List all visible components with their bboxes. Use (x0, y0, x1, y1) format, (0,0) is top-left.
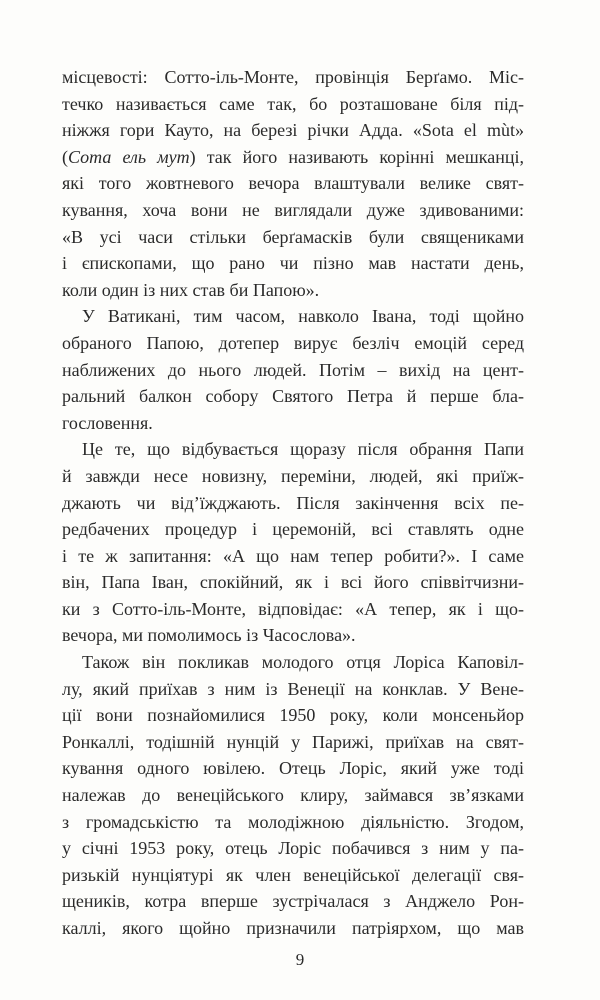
text-line: ральний балкон собору Святого Петра й перше бла- (62, 386, 524, 407)
text-line: він, Папа Іван, спокійний, як і всі його співвітчизни- (62, 572, 524, 593)
text-line: і єпископами, що рано чи пізно мав настати день, (62, 253, 524, 274)
text-line: і те ж запитання: «А що нам тепер робити?». І саме (62, 545, 524, 566)
text-line: кування одного ювілею. Отець Лоріс, який уже тоді (62, 758, 524, 779)
paragraph (62, 649, 524, 942)
text-line: ки з Сотто-іль-Монте, відповідає: «А тепер, як і що- (62, 598, 524, 619)
text-line: належав до венеційського клиру, займався зв’язками (62, 785, 524, 806)
text-line: з громадськістю та молодіжною діяльністю. Згодом, (62, 811, 524, 832)
italic-transliteration: Сота ель мут (68, 146, 190, 167)
text-line: каллі, якого щойно призначили патріярхом, що мав (62, 918, 524, 938)
text-line: У Ватикані, тим часом, навколо Івана, тоді щойно (82, 306, 524, 327)
text-line: вечора, ми помолимось із Часослова». (62, 625, 356, 646)
text-line: наближених до нього людей. Потім – вихід на цент- (62, 359, 524, 380)
book-page-text (62, 64, 524, 942)
text-line: «В усі часи стільки берґамасків були священиками (62, 226, 524, 247)
text-line: гословення. (62, 412, 153, 433)
text-line: редбачених процедур і церемоній, всі ставлять одне (62, 519, 524, 540)
text-line: коли один із них став би Папою». (62, 279, 320, 300)
text-line: кування, хоча вони не виглядали дуже здивованими: (62, 199, 524, 220)
text-line: які того жовтневого вечора влаштували велике свят- (62, 173, 524, 194)
text-line: лу, який приїхав з ним із Венеції на конклав. У Вене- (62, 678, 524, 699)
text-line: ніжжя гори Кауто, на березі річки Адда. «Sota el mùt» (62, 120, 524, 141)
paragraph (62, 303, 524, 436)
paragraph (62, 436, 524, 649)
text-line: щеників, котра вперше зустрічалася з Анджело Рон- (62, 891, 524, 912)
text-line: джають чи від’їжджають. Після закінчення всіх пе- (62, 492, 524, 513)
text-line: й завжди несе новизну, переміни, людей, які приїж- (62, 465, 524, 486)
page-number: 9 (295, 950, 305, 969)
paragraph (62, 64, 524, 303)
text-line: Ронкаллі, тодішній нунцій у Парижі, приїхав на свят- (62, 731, 524, 752)
text-line: Також він покликав молодого отця Лоріса Каповіл- (82, 652, 524, 673)
text-line: течко називається саме так, бо розташоване біля під- (62, 93, 524, 114)
text-line: обраного Папою, дотепер вирує безліч емоцій серед (62, 332, 524, 353)
text-line: (Сота ель мут) так його називають корінні мешканці, (62, 146, 524, 167)
text-line: місцевості: Сотто-іль-Монте, провінція Берґамо. Міс- (62, 67, 524, 87)
text-line: Це те, що відбувається щоразу після обрання Папи (82, 439, 524, 460)
text-line: ризькій нунціятурі як член венеційської делегації свя- (62, 864, 524, 885)
text-line: у січні 1953 року, отець Лоріс побачився з ним у па- (62, 838, 524, 859)
text-line: ції вони познайомилися 1950 року, коли монсеньйор (62, 705, 524, 726)
